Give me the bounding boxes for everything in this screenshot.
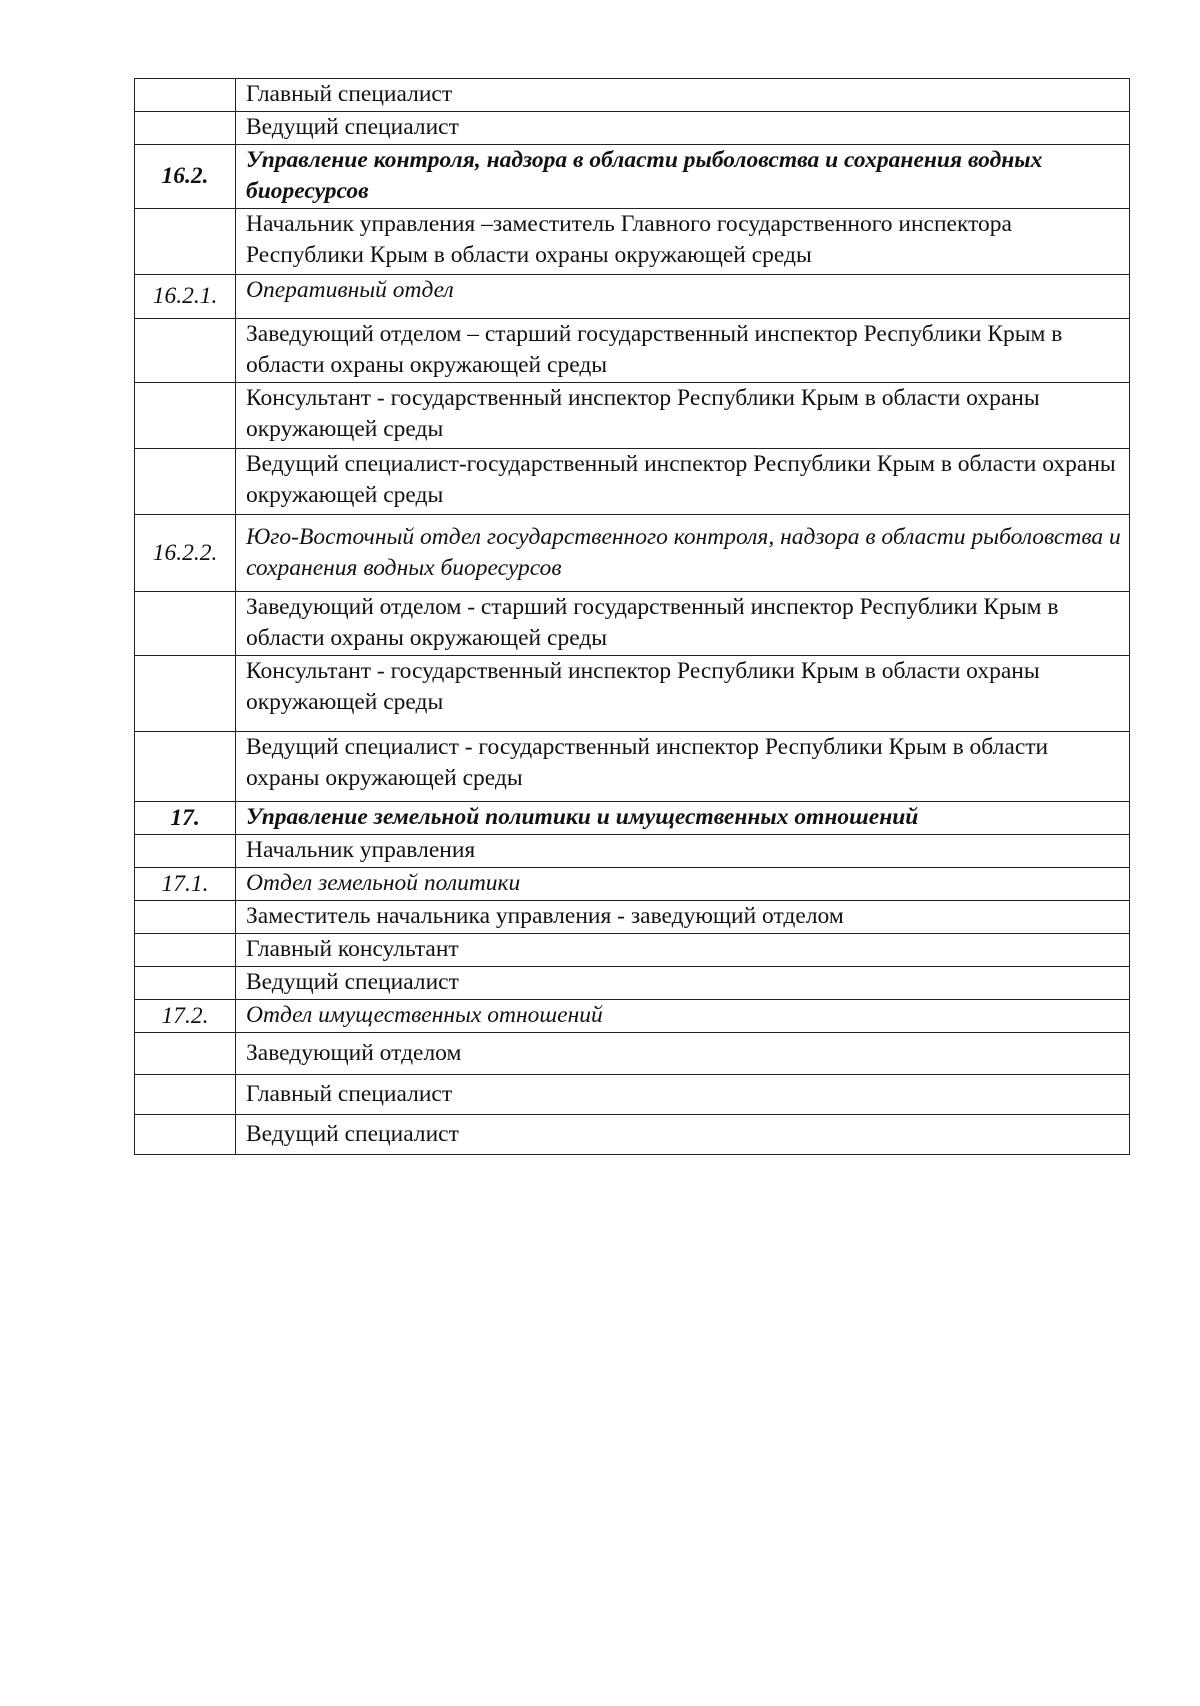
table-row [135,449,1130,515]
row-text: Консультант - государственный инспектор Республики Крым в области охраны окружающей среды [236,383,1130,449]
row-number [135,79,236,112]
row-text: Начальник управления –заместитель Главного государственного инспектора Республики Крым в области охраны окружающей среды [236,209,1130,275]
table-row [135,835,1130,868]
row-text: Консультант - государственный инспектор Республики Крым в области охраны окружающей среды [236,656,1130,732]
row-text: Управление земельной политики и имущественных отношений [236,802,1130,835]
staff-structure-table [134,78,1130,1155]
row-text: Главный специалист [236,79,1130,112]
table-row [135,275,1130,319]
row-text: Управление контроля, надзора в области рыболовства и сохранения водных биоресурсов [236,145,1130,209]
row-number [135,967,236,1000]
row-number [135,1115,236,1155]
table-row [135,1000,1130,1033]
row-text: Заведующий отделом - старший государственный инспектор Республики Крым в области охраны окружающей среды [236,592,1130,656]
row-number [135,112,236,145]
row-number [135,209,236,275]
row-number [135,835,236,868]
row-number: 16.2.1. [135,275,236,319]
table-row [135,1115,1130,1155]
row-number [135,732,236,802]
row-text: Заместитель начальника управления - заведующий отделом [236,901,1130,934]
row-number [135,901,236,934]
row-number [135,934,236,967]
row-text: Ведущий специалист [236,967,1130,1000]
table-body [135,79,1130,1155]
table-row [135,79,1130,112]
table-row [135,868,1130,901]
table-row [135,319,1130,383]
table-row [135,145,1130,209]
row-number: 16.2.2. [135,515,236,592]
table-row [135,1033,1130,1075]
row-text: Оперативный отдел [236,275,1130,319]
row-number [135,319,236,383]
row-text: Ведущий специалист-государственный инспектор Республики Крым в области охраны окружающей среды [236,449,1130,515]
table-row [135,1075,1130,1115]
row-text: Ведущий специалист [236,112,1130,145]
row-number: 16.2. [135,145,236,209]
row-number [135,1075,236,1115]
row-text: Ведущий специалист [236,1115,1130,1155]
table-row [135,901,1130,934]
table-row [135,934,1130,967]
table-row [135,383,1130,449]
table-row [135,967,1130,1000]
row-number [135,656,236,732]
row-text: Юго-Восточный отдел государственного контроля, надзора в области рыболовства и сохранения водных биоресурсов [236,515,1130,592]
table-row [135,656,1130,732]
row-text: Отдел имущественных отношений [236,1000,1130,1033]
row-text: Главный консультант [236,934,1130,967]
table-row [135,112,1130,145]
row-text: Главный специалист [236,1075,1130,1115]
row-number: 17. [135,802,236,835]
row-number: 17.1. [135,868,236,901]
row-text: Начальник управления [236,835,1130,868]
row-text: Заведующий отделом – старший государственный инспектор Республики Крым в области охраны окружающей среды [236,319,1130,383]
table-row [135,209,1130,275]
row-text: Ведущий специалист - государственный инспектор Республики Крым в области охраны окружающей среды [236,732,1130,802]
row-number [135,383,236,449]
row-number: 17.2. [135,1000,236,1033]
table-row [135,592,1130,656]
table-row [135,515,1130,592]
row-text: Заведующий отделом [236,1033,1130,1075]
row-number [135,592,236,656]
row-number [135,449,236,515]
row-text: Отдел земельной политики [236,868,1130,901]
table-row [135,802,1130,835]
row-number [135,1033,236,1075]
table-row [135,732,1130,802]
